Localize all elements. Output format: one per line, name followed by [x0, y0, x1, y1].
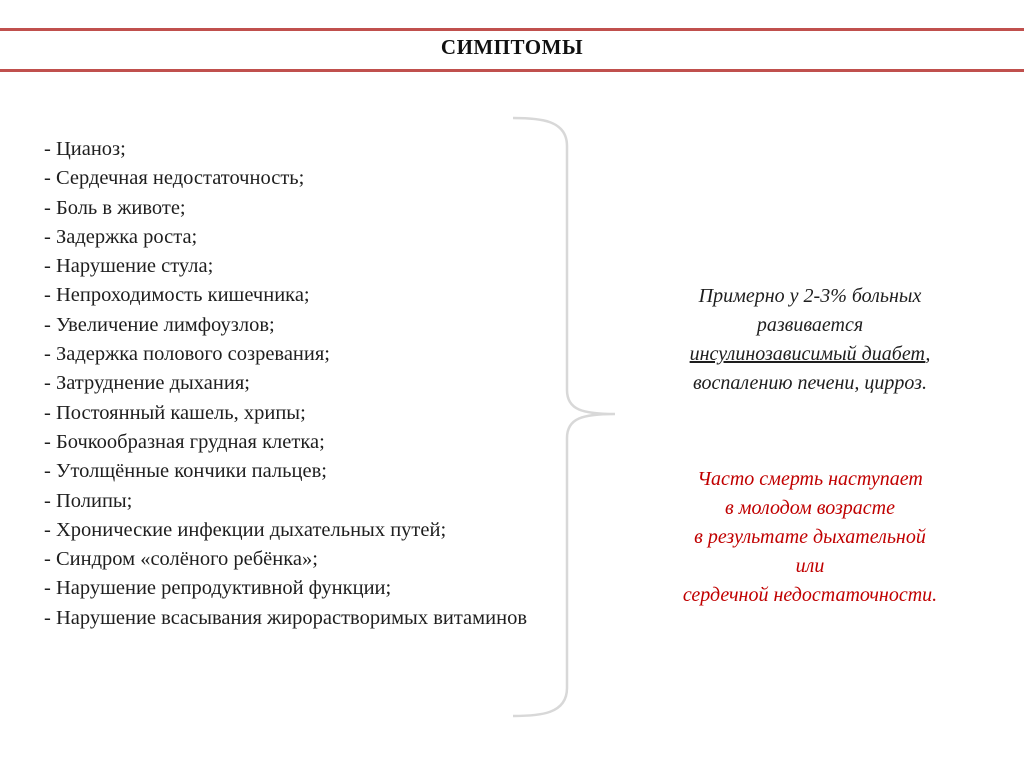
symptom-item: - Непроходимость кишечника; — [44, 281, 564, 310]
mortality-note-line: в молодом возрасте — [725, 497, 895, 519]
curly-brace — [505, 112, 635, 722]
symptom-item: - Затруднение дыхания; — [44, 369, 564, 398]
symptom-item: - Задержка полового созревания; — [44, 340, 564, 369]
diabetes-comma: , — [925, 343, 931, 365]
title-divider — [0, 69, 1024, 72]
symptom-item: - Бочкообразная грудная клетка; — [44, 428, 564, 457]
mortality-note-line: Часто смерть наступает — [697, 468, 923, 490]
diabetes-note-line: Примерно у 2-3% больных — [698, 285, 922, 307]
symptom-item: - Нарушение всасывания жирорастворимых витаминов — [44, 604, 564, 633]
mortality-note-line: или — [795, 555, 825, 577]
diabetes-note — [630, 282, 990, 398]
symptom-item: - Синдром «солёного ребёнка»; — [44, 545, 564, 574]
symptom-item: - Боль в животе; — [44, 194, 564, 223]
diabetes-note-line — [630, 340, 990, 369]
symptom-item: - Полипы; — [44, 487, 564, 516]
symptom-item: - Утолщённые кончики пальцев; — [44, 457, 564, 486]
symptom-item: - Хронические инфекции дыхательных путей; — [44, 516, 564, 545]
diabetes-note-line: развивается — [756, 314, 864, 336]
symptom-list — [44, 135, 564, 633]
mortality-note — [630, 465, 990, 610]
diabetes-term: инсулинозависимый диабет — [689, 343, 926, 365]
symptom-item: - Задержка роста; — [44, 223, 564, 252]
symptom-item: - Сердечная недостаточность; — [44, 164, 564, 193]
symptom-item: - Увеличение лимфоузлов; — [44, 311, 564, 340]
mortality-note-line: в результате дыхательной — [694, 526, 926, 548]
diabetes-note-line: воспалению печени, цирроз. — [693, 372, 927, 394]
mortality-note-line: сердечной недостаточности. — [682, 584, 938, 606]
symptom-item: - Постоянный кашель, хрипы; — [44, 399, 564, 428]
symptom-item: - Цианоз; — [44, 135, 564, 164]
top-divider — [0, 28, 1024, 31]
symptom-item: - Нарушение репродуктивной функции; — [44, 574, 564, 603]
symptom-item: - Нарушение стула; — [44, 252, 564, 281]
slide-title: СИМПТОМЫ — [440, 35, 584, 59]
